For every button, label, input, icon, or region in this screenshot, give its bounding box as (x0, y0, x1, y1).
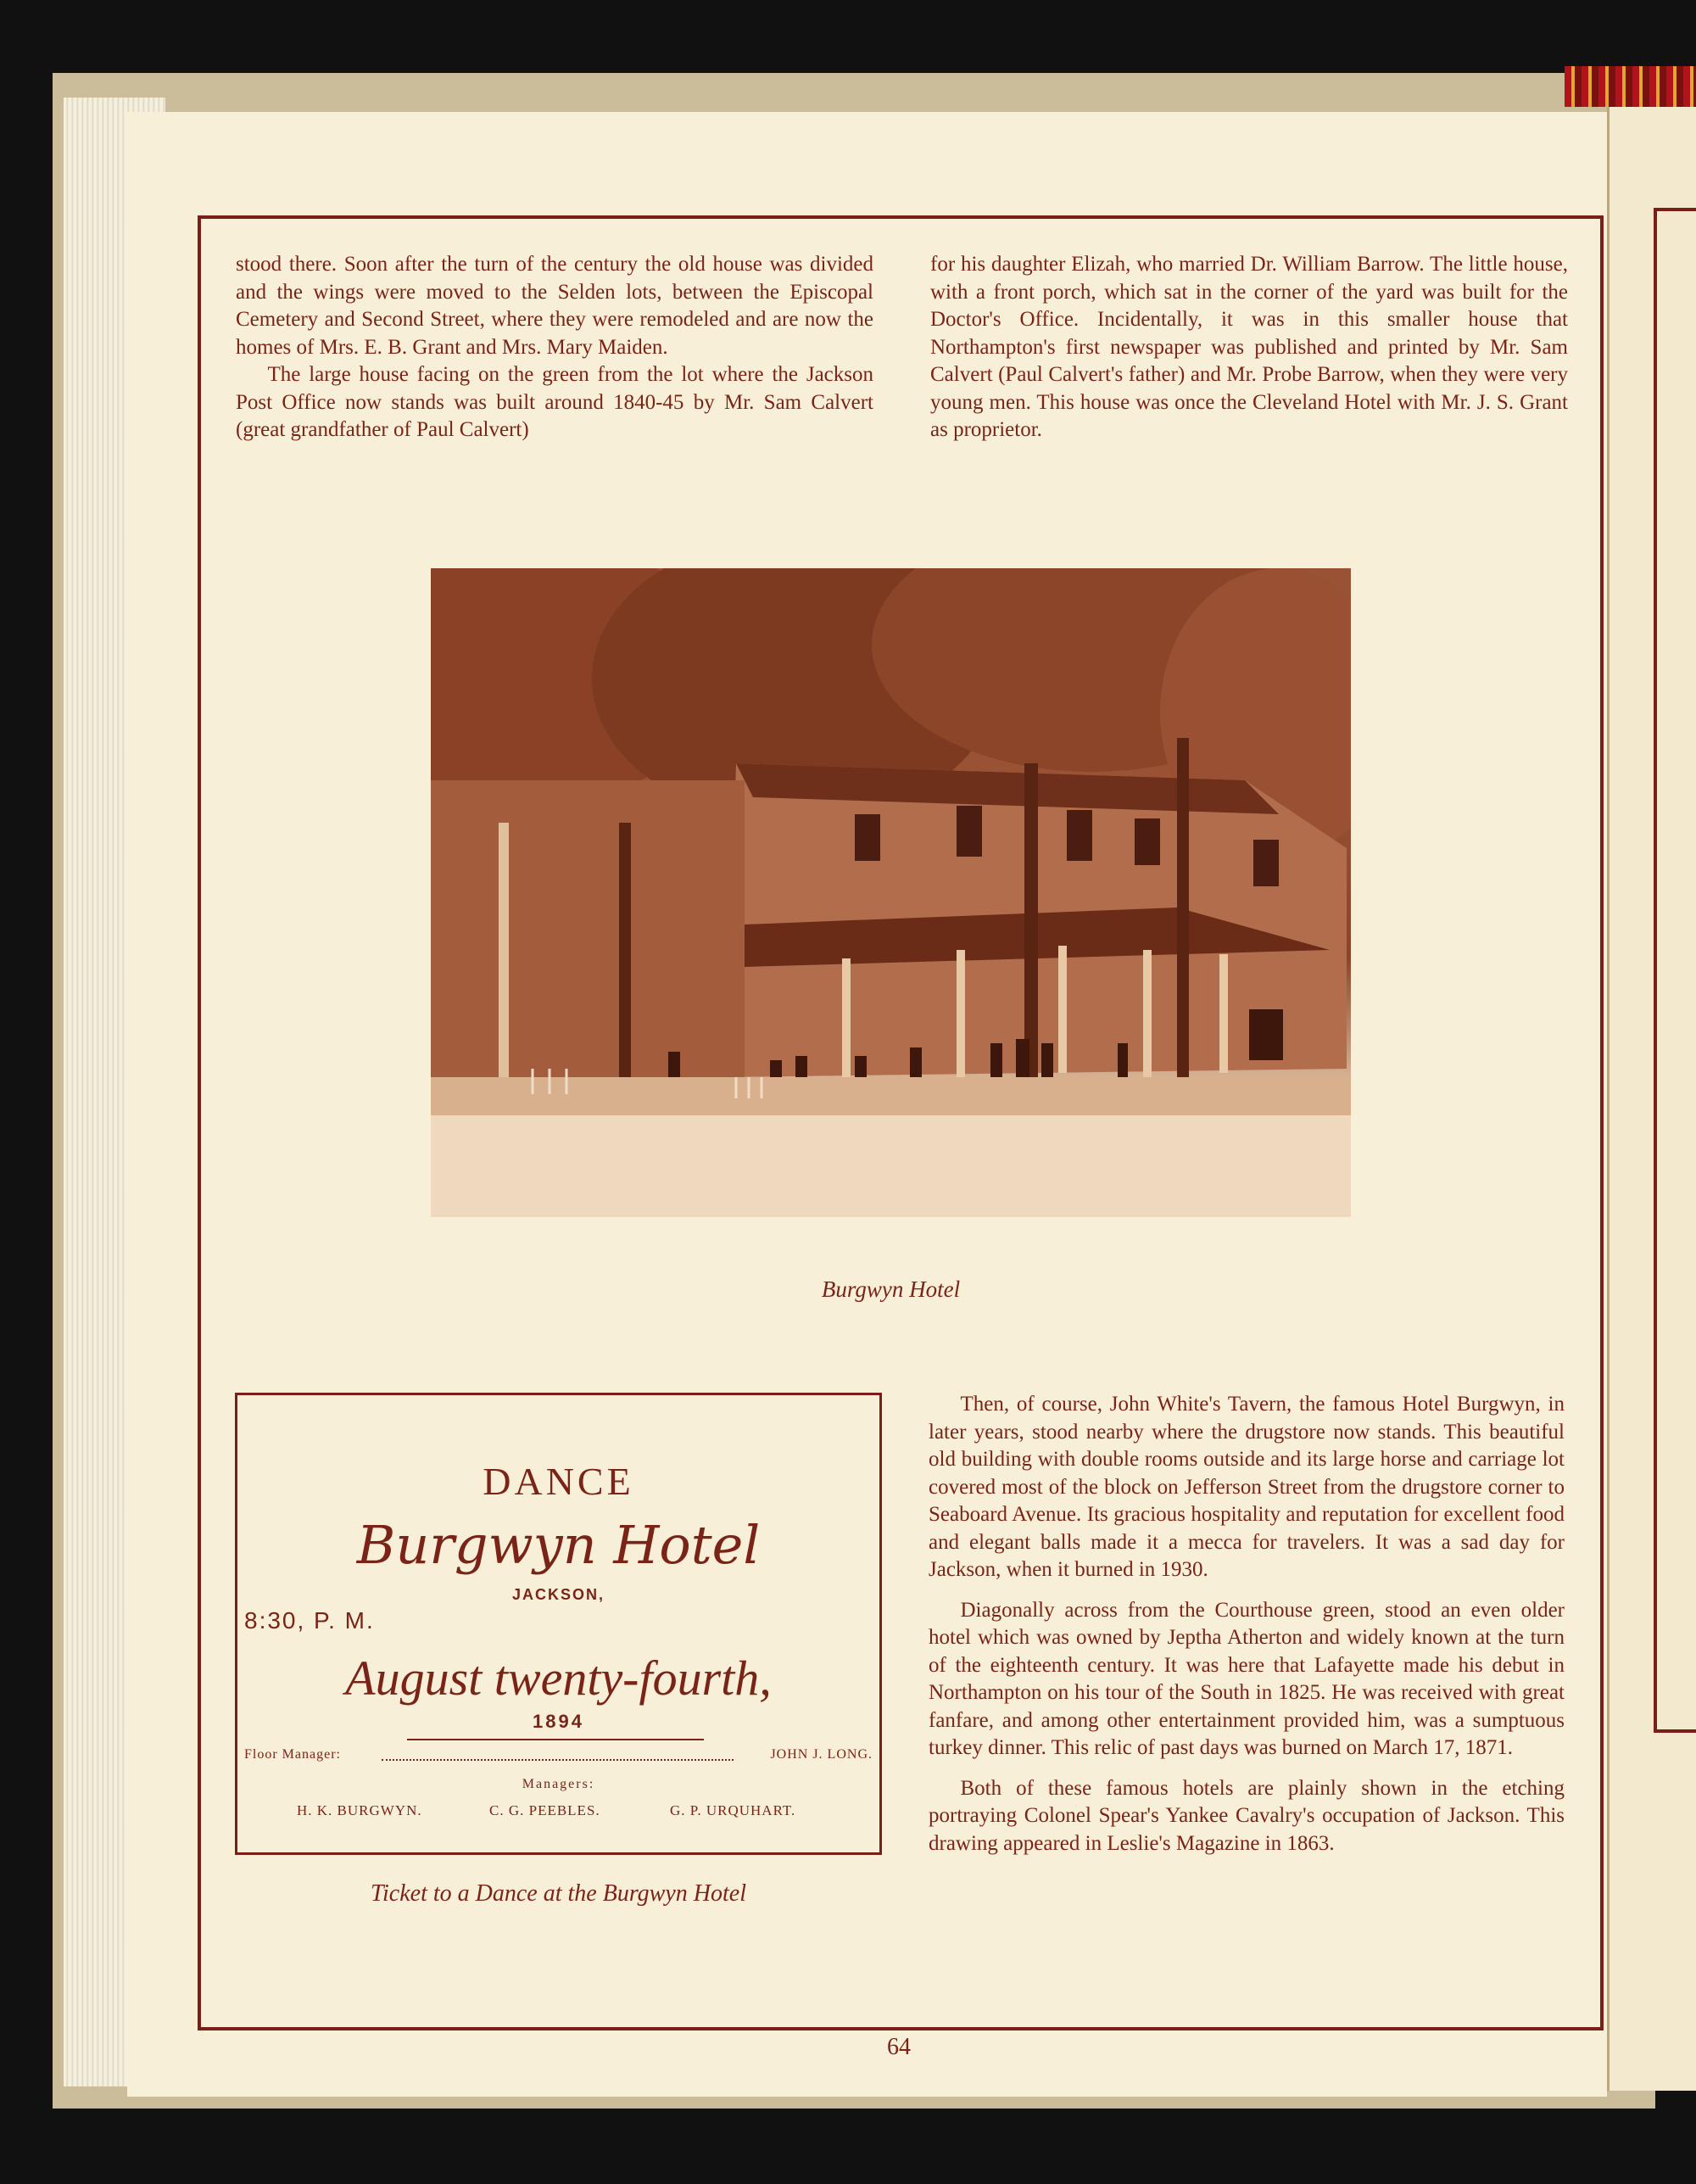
ticket-hotel-name: Burgwyn Hotel (356, 1514, 761, 1576)
ticket-divider (407, 1739, 704, 1740)
paragraph: The large house facing on the green from the lot where the Jackson Post Office now stands was built around 1840-45 by Mr. Sam Calvert (great grandfather of Paul Calvert) (236, 363, 873, 441)
ticket-heading: DANCE (483, 1460, 634, 1503)
column-top-left (236, 251, 873, 444)
column-bottom-right (929, 1391, 1565, 1857)
page-number: 64 (887, 2034, 911, 2060)
floor-manager-label: Floor Manager: (244, 1747, 341, 1762)
dance-ticket (235, 1393, 882, 1855)
ticket-caption: Ticket to a Dance at the Burgwyn Hotel (371, 1880, 746, 1907)
hotel-photo-illustration (431, 568, 1351, 1217)
column-top-right (930, 251, 1568, 444)
manager-name: C. G. PEEBLES. (489, 1802, 600, 1818)
ticket-date: August twenty-fourth, (345, 1651, 772, 1706)
paragraph: Then, of course, John White's Tavern, the famous Hotel Burgwyn, in later years, stood nearby where the drugstore now stands. This beautiful old building with double rooms outside and its large horse and carriage lot covered most of the block on Jefferson Street from the drugstore corner to Seaboard Avenue. Its gracious hospitality and reputation for excellent food and elegant balls made it a mecca for travelers. It was a sad day for Jackson, when it burned in 1930. (929, 1393, 1565, 1581)
manager-name: G. P. URQUHART. (670, 1802, 796, 1818)
paragraph: stood there. Soon after the turn of the century the old house was divided and the wings were moved to the Selden lots, between the Episcopal Cemetery and Second Street, where they were remodeled and are now the homes of Mrs. E. B. Grant and Mrs. Mary Maiden. (236, 253, 873, 359)
hotel-photograph (431, 568, 1351, 1217)
ticket-city: JACKSON, (511, 1586, 605, 1603)
paragraph: for his daughter Elizah, who married Dr. William Barrow. The little house, with a front porch, which sat in the corner of the yard was built for the Doctor's Office. Incidentally, it was in this smaller house that Northampton's first newspaper was published and printed by Mr. Sam Calvert (Paul Calvert's father) and Mr. Probe Barrow, when they were very young men. This house was once the Cleveland Hotel with Mr. J. S. Grant as proprietor. (930, 253, 1568, 441)
dotted-leader (382, 1759, 734, 1761)
bookmark-ribbon (1565, 66, 1696, 107)
manager-name: H. K. BURGWYN. (297, 1802, 422, 1818)
ticket-time: 8:30, P. M. (244, 1607, 375, 1634)
paragraph: Both of these famous hotels are plainly shown in the etching portraying Colonel Spear's Yankee Cavalry's occupation of Jackson. This drawing appeared in Leslie's Magazine in 1863. (929, 1776, 1565, 1855)
facing-page-frame (1654, 208, 1696, 1733)
managers-label: Managers: (522, 1777, 595, 1791)
floor-manager-name: JOHN J. LONG. (770, 1747, 873, 1762)
photo-caption: Burgwyn Hotel (821, 1276, 961, 1302)
paragraph: Diagonally across from the Courthouse green, stood an even older hotel which was owned by Jeptha Atherton and widely known at the turn of the eighteenth century. It was here that Lafayette made his debut in Northampton on his tour of the South in 1825. He was received with great fanfare, and among other entertainment provided him, was a sumptuous turkey dinner. This relic of past days was burned on March 17, 1871. (929, 1598, 1565, 1759)
ticket-year: 1894 (533, 1711, 584, 1732)
